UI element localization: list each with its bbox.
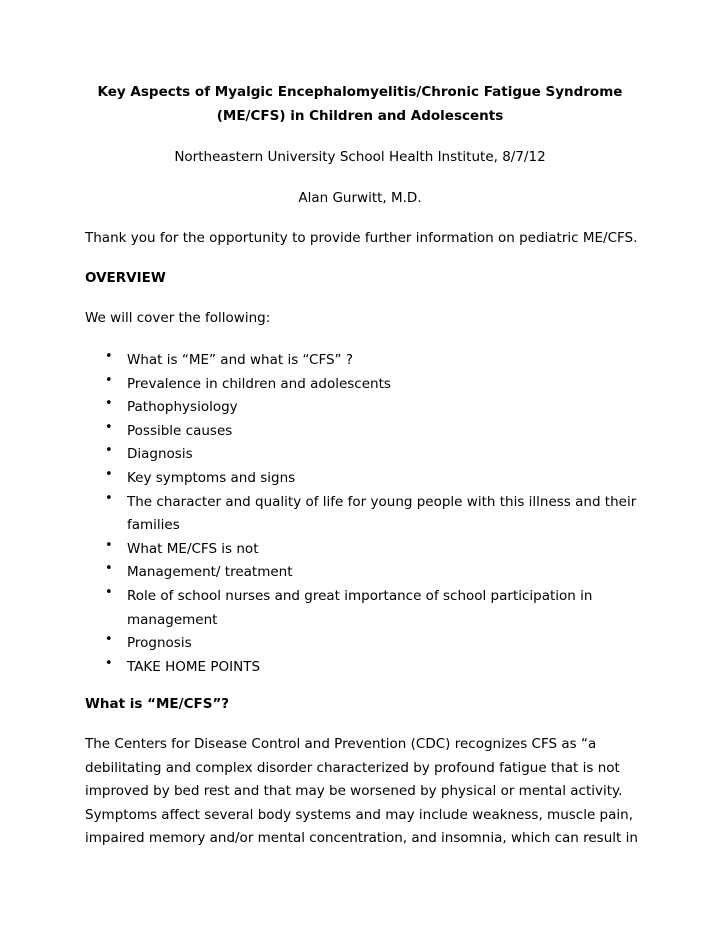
bullet-item-text	[127, 349, 647, 373]
bullet-item-line: management	[127, 611, 218, 628]
bullet-item-line: Diagnosis	[127, 446, 193, 463]
bullet-item-line: Possible causes	[127, 422, 233, 439]
bullet-point-icon: •	[105, 561, 113, 577]
bullet-point-icon: •	[105, 419, 113, 435]
paragraph-line: debilitating and complex disorder characterized by profound fatigue that is not	[85, 759, 620, 776]
bullet-point-icon: •	[105, 585, 113, 600]
bullet-item-text	[127, 491, 647, 538]
bullet-item-text	[127, 632, 647, 656]
bullet-point-icon: •	[105, 537, 113, 553]
bullet-item-text	[127, 467, 647, 491]
bullet-point-icon: •	[105, 467, 113, 482]
paragraph-line: The Centers for Disease Control and Prevention (CDC) recognizes CFS as “a	[85, 736, 597, 752]
bullet-item-line: Role of school nurses and great importance of school participation in	[127, 588, 593, 604]
bullet-item-line: Prognosis	[127, 635, 192, 652]
author-line: Alan Gurwitt, M.D.	[298, 190, 422, 206]
document-title-line-2: (ME/CFS) in Children and Adolescents	[216, 108, 504, 124]
intro-paragraph: Thank you for the opportunity to provide further information on pediatric ME/CFS.	[85, 230, 638, 246]
bullet-point-icon: •	[105, 396, 113, 412]
bullet-item-text	[127, 420, 647, 444]
bullet-item-line: The character and quality of life for young people with this illness and their	[127, 493, 637, 510]
paragraph-line: improved by bed rest and that may be worsened by physical or mental activity.	[85, 783, 623, 800]
bullet-item-text	[127, 443, 647, 467]
section-heading-what-is-me-cfs: What is “ME/CFS”?	[85, 696, 230, 712]
bullet-item-line: families	[127, 517, 180, 534]
bullet-item-text	[127, 656, 647, 680]
event-line: Northeastern University School Health Institute, 8/7/12	[174, 149, 546, 165]
bullet-item-line: What is “ME” and what is “CFS” ?	[127, 352, 353, 368]
bullet-item-text	[127, 585, 647, 632]
bullet-item-text	[127, 396, 647, 420]
bullet-item-line: Pathophysiology	[127, 399, 238, 416]
paragraph-line: Symptoms affect several body systems and may include weakness, muscle pain,	[85, 806, 633, 823]
bullet-point-icon: •	[105, 632, 113, 648]
bullet-point-icon: •	[105, 372, 113, 388]
bullet-item-text	[127, 538, 647, 562]
bullet-item-line: Prevalence in children and adolescents	[127, 375, 391, 392]
paragraph-line: impaired memory and/or mental concentration, and insomnia, which can result in	[85, 830, 638, 847]
bullet-item-line: TAKE HOME POINTS	[127, 658, 261, 675]
document-title-line-1: Key Aspects of Myalgic Encephalomyelitis/Chronic Fatigue Syndrome	[97, 84, 623, 100]
overview-heading: OVERVIEW	[85, 270, 166, 286]
bullet-item-line: Management/ treatment	[127, 564, 293, 581]
bullet-item-line: What ME/CFS is not	[127, 540, 259, 557]
bullet-point-icon: •	[105, 655, 113, 671]
bullet-point-icon: •	[105, 349, 113, 364]
bullet-item-text	[127, 373, 647, 397]
bullet-item-text	[127, 561, 647, 585]
overview-lead: We will cover the following:	[85, 310, 271, 326]
bullet-item-line: Key symptoms and signs	[127, 470, 296, 486]
bullet-point-icon: •	[105, 490, 113, 506]
bullet-point-icon: •	[105, 443, 113, 459]
